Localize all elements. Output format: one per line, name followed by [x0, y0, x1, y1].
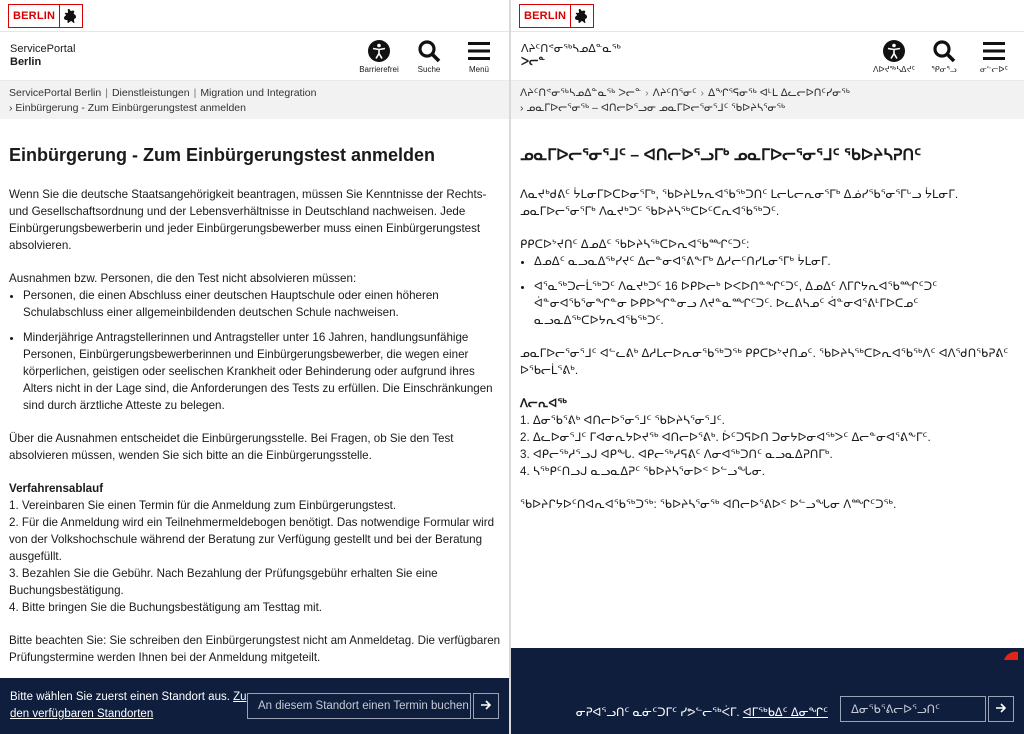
step-item: 2. Für die Anmeldung wird ein Teilnehmermeldebogen benötigt. Das notwendige Formular wird von der Volkshochschule während der Beratung zur Verfügung gestellt und bei der Beratung ausgefüllt. — [9, 516, 495, 563]
step-item: 4. ᓴᖅᑭᑦᑎᓗᒍ ᓇᓗᓇᐃᕈᑦ ᖃᐅᔨᓴᕐᓂᐅᑉ ᐅᓪᓗᖓᓂ. — [520, 465, 765, 478]
booking-bar — [511, 648, 1024, 734]
accessibility-icon — [882, 38, 906, 64]
search-button[interactable] — [924, 38, 964, 74]
breadcrumb-link[interactable]: ᐱᔨᑦᑎᕐᓂᑦ — [652, 87, 697, 99]
berlin-logo[interactable] — [8, 4, 83, 28]
book-appointment-field[interactable]: ᐃᓂᖃᕐᕕᓕᐅᕐᓗᑎᑦ — [840, 696, 986, 722]
main-content — [0, 119, 509, 666]
breadcrumb-current: Einbürgerung - Zum Einbürgerungstest anmelden — [15, 102, 246, 114]
main-content — [511, 119, 1024, 513]
breadcrumb-link[interactable]: Migration und Integration — [200, 87, 317, 99]
search-label: ᕿᓂᕐᓗ — [931, 65, 957, 74]
portal-title[interactable] — [10, 43, 75, 69]
search-button[interactable] — [409, 38, 449, 74]
booking-bar — [0, 678, 509, 734]
booking-instruction: Bitte wählen Sie zuerst einen Standort aus. — [10, 691, 230, 703]
search-label: Suche — [417, 65, 441, 74]
portal-title-line2: Berlin — [10, 56, 42, 68]
exceptions-list — [520, 253, 1016, 329]
breadcrumb-link[interactable]: ServicePortal Berlin — [9, 87, 102, 99]
search-icon — [417, 38, 441, 64]
german-pane — [0, 0, 509, 734]
breadcrumb-arrow-icon: › — [520, 102, 527, 114]
accessibility-button[interactable] — [359, 38, 399, 74]
decision-paragraph: ᓄᓇᒥᐅᓕᕐᓂᕐᒧᑦ ᐊᓪᓚᕕᒃ ᐃᓱᒪᓕᐅᕆᓂᖃᖅᑐᖅ ᑭᑭᑕᐅᔾᔪᑎᓄᑦ. ᖃᐅᔨᓴᖅᑕᐅᕆᐊᖃᖅᐱᑦ ᐊᐱᖁᑎᖃᕈᕕᑦ ᐅᖃᓕᒫᕐᕕᒃ. — [520, 347, 1009, 377]
locations-link[interactable]: Zu den verfügbaren Standorten — [10, 691, 247, 720]
menu-button[interactable] — [459, 38, 499, 74]
note-paragraph: ᖃᐅᔨᒋᔭᐅᑦᑎᐊᕆᐊᖃᖅᑐᖅ: ᖃᐅᔨᓴᕐᓂᖅ ᐊᑎᓕᐅᕐᕕᐅᑉ ᐅᓪᓗᖓᓂ ᐱᙱᑦᑐᖅ. — [520, 498, 897, 511]
step-item: 3. ᐊᑭᓕᖅᓱᕐᓗᒍ ᐊᑭᖓ. ᐊᑭᓕᖅᓱᕋᕕᑦ ᐱᓂᐊᖅᑐᑎᑦ ᓇᓗᓇᐃᕈᑎᒥᒃ. — [520, 448, 833, 461]
booking-instruction: ᓂᕈᐊᕐᓗᑎᑦ ᓇᓃᑦᑐᒥᑦ ᓯᕗᓪᓕᖅᐹᒥ. — [575, 707, 740, 719]
menu-label: Menü — [468, 65, 489, 74]
exceptions-heading: ᑭᑭᑕᐅᔾᔪᑎᑦ ᐃᓄᐃᑦ ᖃᐅᔨᓴᖅᑕᐅᕆᐊᖃᙱᑦᑐᑦ: — [520, 238, 750, 251]
book-appointment-go-button[interactable] — [988, 696, 1014, 722]
arrow-right-icon — [480, 699, 492, 714]
site-header — [511, 32, 1024, 81]
berlin-logo[interactable] — [519, 4, 594, 28]
note-paragraph: Bitte beachten Sie: Sie schreiben den Einbürgerungstest nicht am Anmeldetag. Die verfügbaren Prüfungstermine werden Ihnen bei der Anmeldung mitgeteilt. — [9, 634, 501, 664]
list-item: • Minderjährige Antragstellerinnen und Antragsteller unter 16 Jahren, handlungsunfähige Personen, Einbürgerungsbewerberinnen und Einbürgerungsbewerber, die wegen einer körperlichen, geistigen oder seelischen Krankheit oder Behinderung oder aufgrund ihres Alters nicht in der Lage sind, die Anforderungen des Tests zu erfüllen. Die Einschränkungen sind durch ärztliche Atteste zu belegen. — [23, 329, 501, 414]
portal-title-line1: ᐱᔨᑦᑎᕝᓂᖅᓴᓄᐃᓐᓇᖅ — [521, 43, 621, 55]
intro-paragraph: ᐱᓇᔪᒃᑯᕕᑦ ᔮᒪᓂᒥᐅᑕᐅᓂᕐᒥᒃ, ᖃᐅᔨᒪᔭᕆᐊᖃᖅᑐᑎᑦ ᒪᓕᒐᓕᕆᓂᕐᒥᒃ ᐃᓅᓯᖃᕐᓂᕐᒥᒡᓗ ᔮᒪᓂᒥ. ᓄᓇᒥᐅᓕᕐᓂᕐᒥᒃ ᐱᓇᔪᒃᑐᑦ ᖃᐅᔨᓴᖅᑕᐅᑦᑕᕆᐊᖃᖅᑐᑦ. — [520, 188, 959, 218]
breadcrumb-link[interactable]: ᐱᔨᑦᑎᕝᓂᖅᓴᓄᐃᓐᓇᖅ ᐳᓕᓐ — [520, 87, 642, 99]
step-item: 3. Bezahlen Sie die Gebühr. Nach Bezahlung der Prüfungsgebühr erhalten Sie eine Buchungsbestätigung. — [9, 567, 438, 597]
breadcrumb: ᐱᔨᑦᑎᕝᓂᖅᓴᓄᐃᓐᓇᖅ ᐳᓕᓐ › ᐱᔨᑦᑎᕐᓂᑦ › ᐃᖏᕐᕋᓂᖅ ᐊᒻᒪ ᐃᓚᓕᐅᑎᑦᓯᓂᖅ › ᓄᓇᒥᐅᓕᕐᓂᖅ – ᐊᑎᓕᐅᕐᓗᓂ ᓄᓇᒥᐅᓕᕐᓂᕐᒧᑦ ᖃᐅᔨᓴᕐᓂᖅ — [511, 81, 1024, 119]
red-corner-icon — [1002, 650, 1018, 660]
accessibility-icon — [367, 38, 391, 64]
page-title: Einbürgerung - Zum Einbürgerungstest anmelden — [9, 145, 436, 165]
site-header — [0, 32, 509, 81]
list-item: • ᐊᕐᓇᖅᑐᓕᒫᖅᑐᑦ ᐱᓇᔪᒃᑐᑦ 16 ᐅᑭᐅᓕᒃ ᐅᐸᐅᑎᓐᖏᑦᑐᑦ, ᐃᓄᐃᑦ ᐱᒥᒋᔭᕆᐊᖃᙱᑦᑐᑦ ᐋᓐᓂᐊᖃᕐᓂᖏᓐᓂ ᐅᑭᐅᖏᓐᓂᓗ ᐱᔪᓐᓇᙱᑦᑐᑦ. ᐅᓚᕕᓴᓄᑦ ᐋᓐᓂᐊᕐᕕᒻᒥᐅᑕᓄᑦ ᓇᓗᓇᐃᖅᑕᐅᔭᕆᐊᖃᖅᑐᑦ. — [534, 278, 1016, 329]
logo-bar — [511, 0, 1024, 32]
locations-link[interactable]: ᐊᒥᖅᑲᐃᑦ ᐃᓂᖏᑦ — [742, 707, 828, 719]
portal-title-line2: ᐳᓕᓐ — [521, 56, 545, 68]
list-item: • Personen, die einen Abschluss einer deutschen Hauptschule oder einen höheren Schulabschluss einer allgemeinbildenden deutschen Schule nachweisen. — [23, 287, 501, 321]
menu-button[interactable] — [974, 38, 1014, 74]
intro-paragraph: Wenn Sie die deutsche Staatsangehörigkeit beantragen, müssen Sie Kenntnisse der Rechts- und Gesellschaftsordnung und der Lebensverhältnisse in Deutschland nachweisen. Jede Einbürgerungsbewerberin und jeder Einbürgerungsbewerber muss einen Einbürgerungstest absolvieren. — [9, 188, 487, 252]
decision-paragraph: Über die Ausnahmen entscheidet die Einbürgerungsstelle. Bei Fragen, ob Sie den Test absolvieren müssen, wenden Sie sich bitte an die Einbürgerungsstelle. — [9, 432, 454, 462]
book-appointment-go-button[interactable] — [473, 693, 499, 719]
breadcrumb-link[interactable]: Dienstleistungen — [111, 87, 190, 99]
berlin-logo-text: BERLIN — [524, 9, 567, 22]
breadcrumb: ServicePortal Berlin | Dienstleistungen | Migration und Integration › Einbürgerung - Zum Einbürgerungstest anmelden — [0, 81, 509, 119]
breadcrumb-current: ᓄᓇᒥᐅᓕᕐᓂᖅ – ᐊᑎᓕᐅᕐᓗᓂ ᓄᓇᒥᐅᓕᕐᓂᕐᒧᑦ ᖃᐅᔨᓴᕐᓂᖅ — [526, 102, 786, 114]
accessibility-button[interactable] — [874, 38, 914, 74]
step-item: 1. ᐃᓂᖃᕐᕕᒃ ᐊᑎᓕᐅᕐᓂᕐᒧᑦ ᖃᐅᔨᓴᕐᓂᕐᒧᑦ. — [520, 414, 725, 427]
exceptions-list — [9, 287, 501, 414]
hamburger-icon — [983, 38, 1005, 64]
step-item: 2. ᐃᓚᐅᓂᕐᒧᑦ ᒥᐊᓂᕆᔭᐅᔪᖅ ᐊᑎᓕᐅᕐᕕᒃ. ᐆᑦᑐᕋᐅᑎ ᑐᓂᔭᐅᓂᐊᖅᐳᑦ ᐃᓕᓐᓂᐊᕐᕕᖕᒥᑦ. — [520, 431, 931, 444]
breadcrumb-link[interactable]: ᐃᖏᕐᕋᓂᖅ ᐊᒻᒪ ᐃᓚᓕᐅᑎᑦᓯᓂᖅ — [708, 87, 850, 99]
step-item: 1. Vereinbaren Sie einen Termin für die Anmeldung zum Einbürgerungstest. — [9, 499, 397, 512]
menu-label: ᓂᓪᓕᐅᑦ — [979, 65, 1009, 74]
accessibility-label: ᐱᐅᔪᖅᓴᐃᔪᑦ — [872, 65, 916, 74]
breadcrumb-arrow-icon: › — [9, 102, 16, 114]
logo-bar — [0, 0, 509, 32]
page-title: ᓄᓇᒥᐅᓕᕐᓂᕐᒧᑦ – ᐊᑎᓕᐅᕐᓗᒥᒃ ᓄᓇᒥᐅᓕᕐᓂᕐᒧᑦ ᖃᐅᔨᓴᕈᑎᑦ — [520, 147, 922, 164]
berlin-bear-icon — [570, 5, 593, 27]
accessibility-label: Barrierefrei — [359, 65, 399, 74]
portal-title[interactable] — [521, 43, 621, 69]
booking-text — [10, 689, 247, 723]
hamburger-icon — [468, 38, 490, 64]
list-item: • ᐃᓄᐃᑦ ᓇᓗᓇᐃᖅᓯᔪᑦ ᐃᓕᓐᓂᐊᕐᕕᖕᒥᒃ ᐃᓱᓕᑦᑎᓯᒪᓂᕐᒥᒃ ᔮᒪᓂᒥ. — [534, 253, 1016, 270]
search-icon — [932, 38, 956, 64]
procedure-steps — [520, 412, 1016, 480]
portal-title-line1: ServicePortal — [10, 43, 76, 55]
procedure-heading: ᐱᓕᕆᐊᖅ — [520, 397, 567, 410]
procedure-heading: Verfahrensablauf — [9, 482, 104, 495]
berlin-logo-text: BERLIN — [13, 9, 56, 22]
arrow-right-icon — [995, 702, 1007, 717]
booking-text — [521, 705, 840, 722]
berlin-bear-icon — [59, 5, 82, 27]
book-appointment-field[interactable]: An diesem Standort einen Termin buchen — [247, 693, 471, 719]
step-item: 4. Bitte bringen Sie die Buchungsbestätigung am Testtag mit. — [9, 601, 323, 614]
inuktitut-pane — [511, 0, 1024, 734]
exceptions-heading: Ausnahmen bzw. Personen, die den Test nicht absolvieren müssen: — [9, 272, 357, 285]
procedure-steps — [9, 497, 501, 616]
